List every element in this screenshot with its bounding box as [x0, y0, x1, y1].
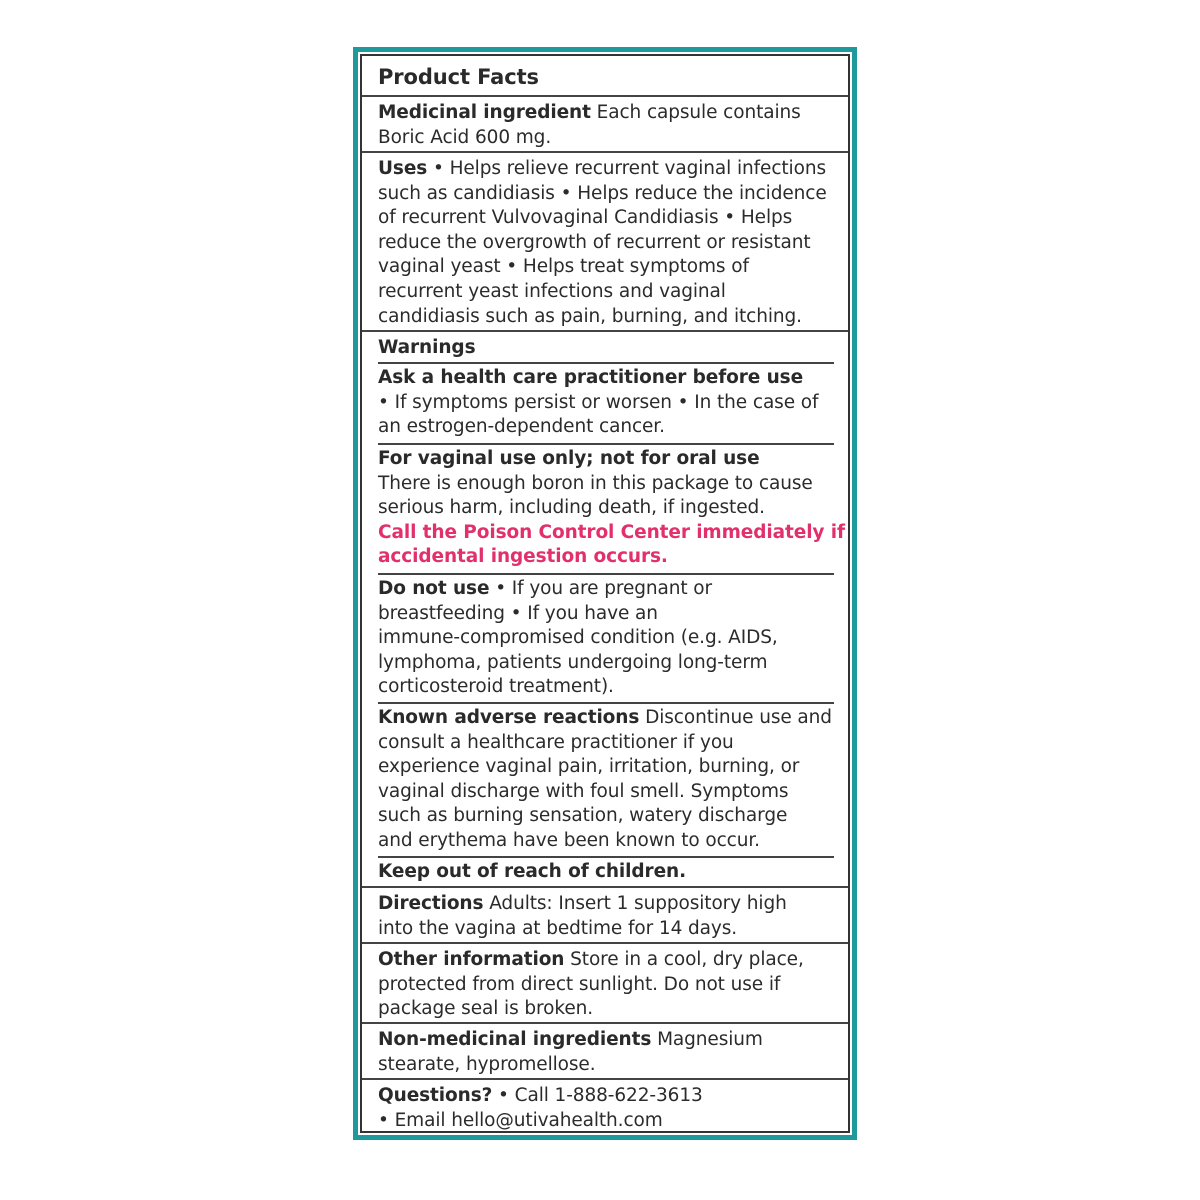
- vaginal-use-text-1: There is enough boron in this package to cause: [378, 472, 813, 494]
- vaginal-use-text-2: serious harm, including death, if ingested.: [378, 497, 765, 519]
- adverse-text-2: consult a healthcare practitioner if you: [378, 731, 734, 753]
- panel-title-row: [362, 65, 848, 92]
- do-not-use-section: [362, 575, 848, 700]
- directions-text-2: into the vagina at bedtime for 14 days.: [378, 917, 738, 939]
- directions-line-1: [378, 892, 838, 917]
- non-medicinal-text-2: stearate, hypromellose.: [378, 1053, 596, 1075]
- non-medicinal-section: [362, 1022, 848, 1077]
- adverse-text-6: and erythema have been known to occur.: [378, 829, 760, 851]
- poison-control-alert-1: Call the Poison Control Center immediately if: [378, 521, 845, 543]
- uses-text-3: of recurrent Vulvovaginal Candidiasis • Helps: [378, 207, 793, 229]
- medicinal-ingredient-section: [362, 95, 848, 150]
- ask-practitioner-text-2: an estrogen-dependent cancer.: [378, 416, 665, 438]
- vaginal-use-heading: For vaginal use only; not for oral use: [378, 448, 760, 469]
- other-info-text-2: protected from direct sunlight. Do not use if: [378, 973, 781, 995]
- directions-heading: Directions: [378, 893, 484, 914]
- medicinal-line-1: [378, 101, 838, 126]
- uses-text-6: recurrent yeast infections and vaginal: [378, 280, 726, 302]
- medicinal-text-1: Each capsule contains: [596, 102, 801, 123]
- other-info-text-3: package seal is broken.: [378, 998, 594, 1020]
- questions-line-1: [378, 1084, 838, 1109]
- questions-heading: Questions?: [378, 1085, 493, 1106]
- warnings-heading-row: [362, 330, 848, 361]
- medicinal-text-2: Boric Acid 600 mg.: [378, 126, 552, 148]
- adverse-text-3: experience vaginal pain, irritation, burning, or: [378, 756, 800, 778]
- questions-email: • Email hello@utivahealth.com: [378, 1109, 663, 1131]
- keep-out-of-reach-row: [362, 858, 848, 885]
- ask-practitioner-section: [362, 364, 848, 440]
- do-not-use-text-2: breastfeeding • If you have an: [378, 602, 658, 624]
- other-info-text-1: Store in a cool, dry place,: [570, 949, 804, 970]
- do-not-use-text-3: immune-compromised condition (e.g. AIDS,: [378, 627, 778, 649]
- product-facts-panel: [353, 47, 857, 1140]
- adverse-line-1: [378, 706, 838, 731]
- non-medicinal-line-1: [378, 1028, 838, 1053]
- warnings-heading: Warnings: [378, 337, 476, 358]
- uses-heading: Uses: [378, 158, 428, 179]
- non-medicinal-heading: Non-medicinal ingredients: [378, 1029, 652, 1050]
- uses-text-4: reduce the overgrowth of recurrent or resistant: [378, 231, 811, 253]
- questions-phone: • Call 1-888-622-3613: [498, 1085, 703, 1106]
- uses-line-1: [378, 157, 838, 182]
- adverse-reactions-section: [362, 704, 848, 854]
- adverse-heading: Known adverse reactions: [378, 707, 640, 728]
- uses-text-7: candidiasis such as pain, burning, and itching.: [378, 305, 802, 327]
- do-not-use-text-5: corticosteroid treatment).: [378, 676, 614, 698]
- other-info-heading: Other information: [378, 949, 565, 970]
- adverse-text-5: such as burning sensation, watery discharge: [378, 805, 788, 827]
- directions-text-1: Adults: Insert 1 suppository high: [489, 893, 787, 914]
- product-facts-inner-border: [360, 54, 850, 1133]
- non-medicinal-text-1: Magnesium: [657, 1029, 763, 1050]
- poison-control-alert-2: accidental ingestion occurs.: [378, 546, 668, 568]
- panel-title: Product Facts: [378, 65, 539, 89]
- do-not-use-text-4: lymphoma, patients undergoing long-term: [378, 651, 768, 673]
- uses-text-2: such as candidiasis • Helps reduce the incidence: [378, 182, 827, 204]
- adverse-text-1: Discontinue use and: [645, 707, 832, 728]
- uses-text-1: • Helps relieve recurrent vaginal infections: [432, 158, 826, 179]
- adverse-text-4: vaginal discharge with foul smell. Symptoms: [378, 780, 789, 802]
- ask-practitioner-text-1: • If symptoms persist or worsen • In the case of: [378, 391, 819, 413]
- vaginal-use-section: [362, 445, 848, 570]
- directions-section: [362, 886, 848, 941]
- uses-text-5: vaginal yeast • Helps treat symptoms of: [378, 256, 749, 278]
- other-information-section: [362, 942, 848, 1022]
- do-not-use-text-1: • If you are pregnant or: [495, 578, 713, 599]
- do-not-use-heading: Do not use: [378, 578, 490, 599]
- medicinal-heading: Medicinal ingredient: [378, 102, 591, 123]
- do-not-use-line-1: [378, 577, 838, 602]
- keep-out-of-reach-text: Keep out of reach of children.: [378, 861, 687, 882]
- other-info-line-1: [378, 948, 838, 973]
- ask-practitioner-heading: Ask a health care practitioner before use: [378, 367, 804, 388]
- uses-section: [362, 151, 848, 329]
- questions-section: [362, 1078, 848, 1133]
